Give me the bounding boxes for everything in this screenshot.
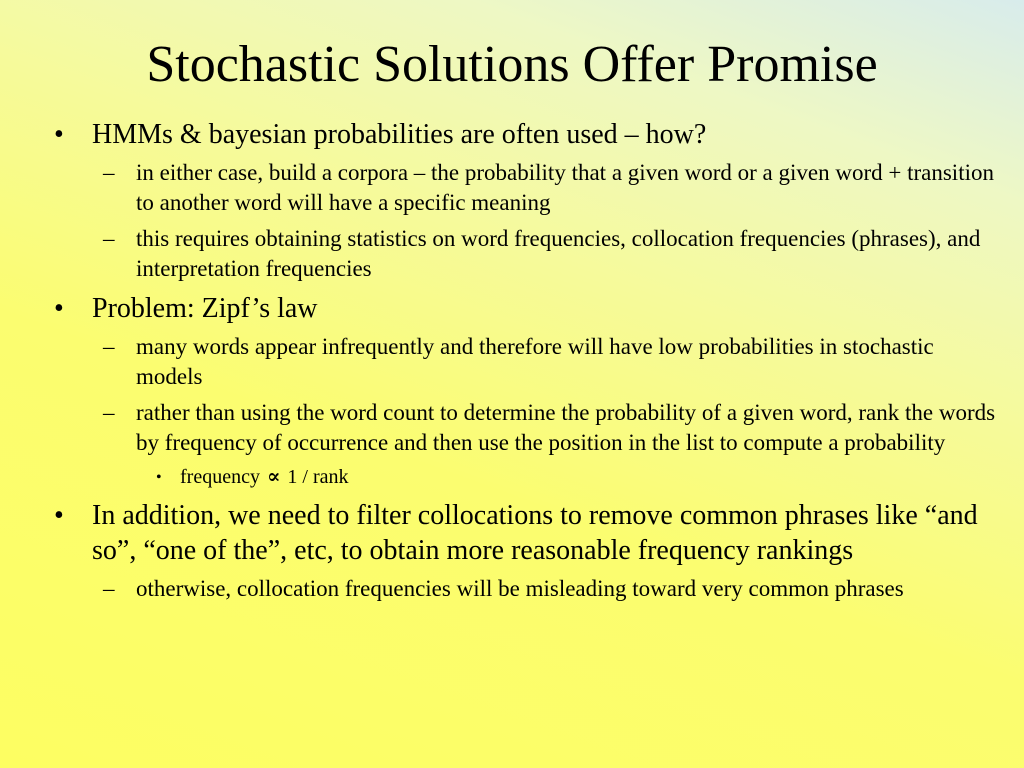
formula-pre: frequency (180, 466, 260, 488)
bullet-marker: • (54, 293, 64, 324)
sub-bullet-text: rather than using the word count to determine the probability of a given word, rank the words by frequency of occurrence and then use the position in the list to compute a probability (136, 400, 996, 455)
dash-marker: – (103, 576, 115, 601)
slide-body (52, 110, 1002, 604)
dash-marker: – (103, 400, 115, 425)
sub-bullet-rank (52, 398, 1002, 458)
formula-post: 1 / rank (287, 466, 349, 488)
sub-bullet-misleading (52, 574, 1002, 604)
bullet-text: In addition, we need to filter collocations to remove common phrases like “and so”, “one of the”, etc, to obtain more reasonable frequency rankings (92, 500, 978, 566)
bullet-zipf (52, 291, 1002, 326)
dash-marker: – (103, 160, 115, 185)
sub-bullet-text: otherwise, collocation frequencies will be misleading toward very common phrases (136, 576, 904, 601)
sub-bullet-text: in either case, build a corpora – the probability that a given word or a given word + transition to another word will have a specific meaning (136, 160, 994, 215)
sub-bullet-text: this requires obtaining statistics on word frequencies, collocation frequencies (phrases), and interpretation frequencies (136, 226, 981, 281)
sub-bullet-text: many words appear infrequently and therefore will have low probabilities in stochastic models (136, 334, 934, 389)
sub-bullet-statistics (52, 224, 1002, 284)
bullet-marker: • (54, 500, 64, 531)
sub-sub-bullet-formula (52, 464, 1002, 491)
bullet-text: Problem: Zipf’s law (92, 293, 318, 324)
dash-marker: – (103, 334, 115, 359)
bullet-filter-collocations (52, 498, 1002, 568)
bullet-marker: • (54, 119, 64, 150)
dash-marker: – (103, 226, 115, 251)
small-bullet-marker: • (156, 469, 162, 486)
sub-bullet-infrequent (52, 332, 1002, 392)
sub-bullet-corpora (52, 158, 1002, 218)
bullet-text: HMMs & bayesian probabilities are often used – how? (92, 119, 707, 150)
bullet-hmms (52, 117, 1002, 152)
slide-title: Stochastic Solutions Offer Promise (146, 36, 878, 93)
proportional-symbol: ∝ (266, 466, 281, 488)
